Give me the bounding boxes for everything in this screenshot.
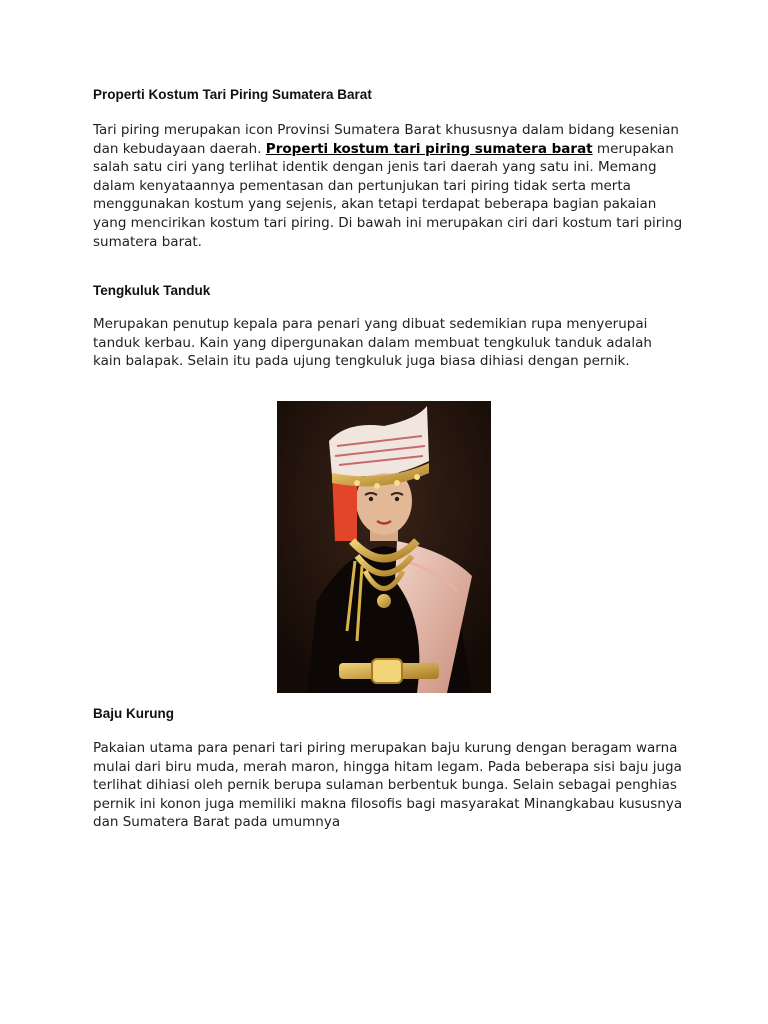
dancer-illustration bbox=[277, 401, 491, 693]
section-title-properti: Properti Kostum Tari Piring Sumatera Barat bbox=[93, 87, 372, 102]
baju-kurung-paragraph: Pakaian utama para penari tari piring merupakan baju kurung dengan beragam warna mulai dari biru muda, merah maron, hingga hitam legam. Pada beberapa sisi baju juga terlihat dihiasi oleh pernik berupa sulaman berbentuk bunga. Selain sebagai penghias pernik ini konon juga memiliki makna filosofis bagi masyarakat Minangkabau kususnya dan Sumatera Barat pada umumnya bbox=[93, 740, 683, 831]
intro-text-before: Tari piring merupakan icon Provinsi Sumatera Barat khususnya dalam bidang kesenian dan kebudayaan daerah. bbox=[93, 122, 679, 157]
intro-paragraph bbox=[93, 121, 683, 251]
section-title-baju-kurung: Baju Kurung bbox=[93, 706, 174, 721]
tengkuluk-paragraph: Merupakan penutup kepala para penari yang dibuat sedemikian rupa menyerupai tanduk kerbau. Kain yang dipergunakan dalam membuat tengkuluk tanduk adalah kain balapak. Selain itu pada ujung tengkuluk juga biasa dihiasi dengan pernik. bbox=[93, 316, 652, 370]
dancer-photo bbox=[277, 401, 491, 693]
section-title-tengkuluk: Tengkuluk Tanduk bbox=[93, 283, 211, 298]
properti-kostum-link[interactable]: Properti kostum tari piring sumatera barat bbox=[265, 140, 593, 157]
intro-text-after: merupakan salah satu ciri yang terlihat identik dengan jenis tari daerah yang satu ini. Memang dalam kenyataannya pementasan dan pertunjukan tari piring tidak serta merta menggunakan kostum yang sejenis, akan tetapi terdapat beberapa bagian pakaian yang mencirikan kostum tari piring. Di bawah ini merupakan ciri dari kostum tari piring sumatera barat. bbox=[93, 140, 683, 250]
